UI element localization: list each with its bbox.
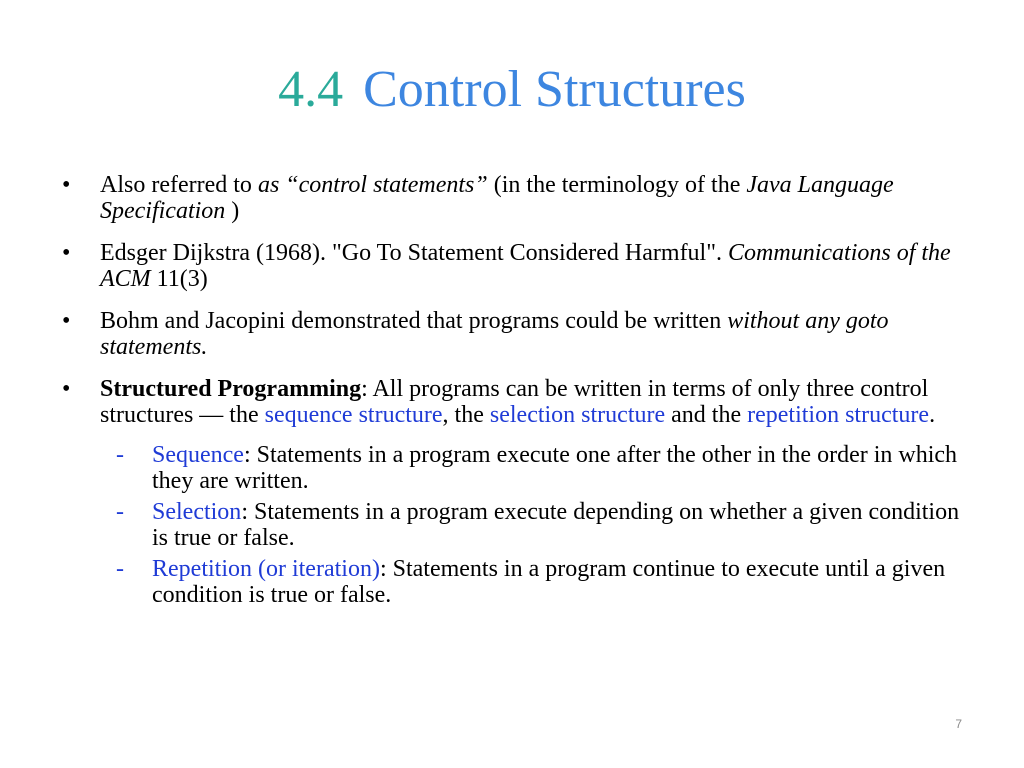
sub-bullet-list xyxy=(116,442,962,608)
sub-bullet-sequence xyxy=(116,442,962,494)
bullet-text: , the xyxy=(442,402,490,428)
bullet-text: Also referred to xyxy=(100,172,258,198)
control-statements-term: as “control statements” xyxy=(257,172,488,198)
sub-bullet-selection xyxy=(116,499,962,551)
goto-phrase: without any goto statements. xyxy=(100,308,889,360)
selection-term: Selection xyxy=(152,499,242,525)
page-number: 7 xyxy=(955,717,962,731)
bullet-bohm-jacopini xyxy=(62,308,962,360)
sequence-term: Sequence xyxy=(152,442,244,468)
bullet-text: . xyxy=(929,402,936,428)
sub-bullet-dash: - xyxy=(116,499,124,525)
bullet-structured-programming xyxy=(62,376,962,428)
bullet-text: Edsger Dijkstra (1968). "Go To Statement Considered Harmful". xyxy=(100,240,729,266)
repetition-term: Repetition (or iteration) xyxy=(152,556,380,582)
bullet-control-statements xyxy=(62,172,962,224)
bullet-dot: • xyxy=(62,308,71,334)
jls-reference: Java Language Specification xyxy=(100,172,894,224)
bullet-text: and the xyxy=(665,402,748,428)
sub-bullet-repetition xyxy=(116,556,962,608)
journal-name: Communications of the ACM xyxy=(100,240,951,292)
selection-structure-term: selection structure xyxy=(489,402,666,428)
bullet-dot: • xyxy=(62,376,71,402)
bullet-text: ) xyxy=(225,198,240,224)
repetition-structure-term: repetition structure xyxy=(747,402,930,428)
bullet-text: 11(3) xyxy=(150,266,208,292)
structured-programming-term: Structured Programming xyxy=(100,376,362,402)
sub-bullet-dash: - xyxy=(116,556,124,582)
slide-title xyxy=(0,58,1024,122)
bullet-dot: • xyxy=(62,240,71,266)
sub-bullet-dash: - xyxy=(116,442,124,468)
title-text: Control Structures xyxy=(363,61,746,118)
sub-bullet-text: : Statements in a program execute depending on whether a given condition is true or false. xyxy=(152,499,960,551)
bullet-dijkstra xyxy=(62,240,962,292)
section-number: 4.4 xyxy=(278,61,344,118)
sequence-structure-term: sequence structure xyxy=(264,402,443,428)
sub-bullet-text: : Statements in a program execute one after the other in the order in which they are written. xyxy=(152,442,958,494)
bullet-dot: • xyxy=(62,172,71,198)
bullet-text: : All programs can be written in terms of only three control structures — the xyxy=(100,376,929,428)
sub-bullet-text: : Statements in a program continue to execute until a given condition is true or false. xyxy=(152,556,946,608)
bullet-text: Bohm and Jacopini demonstrated that programs could be written xyxy=(100,308,728,334)
bullet-text: (in the terminology of the xyxy=(487,172,747,198)
bullet-list xyxy=(62,172,962,613)
